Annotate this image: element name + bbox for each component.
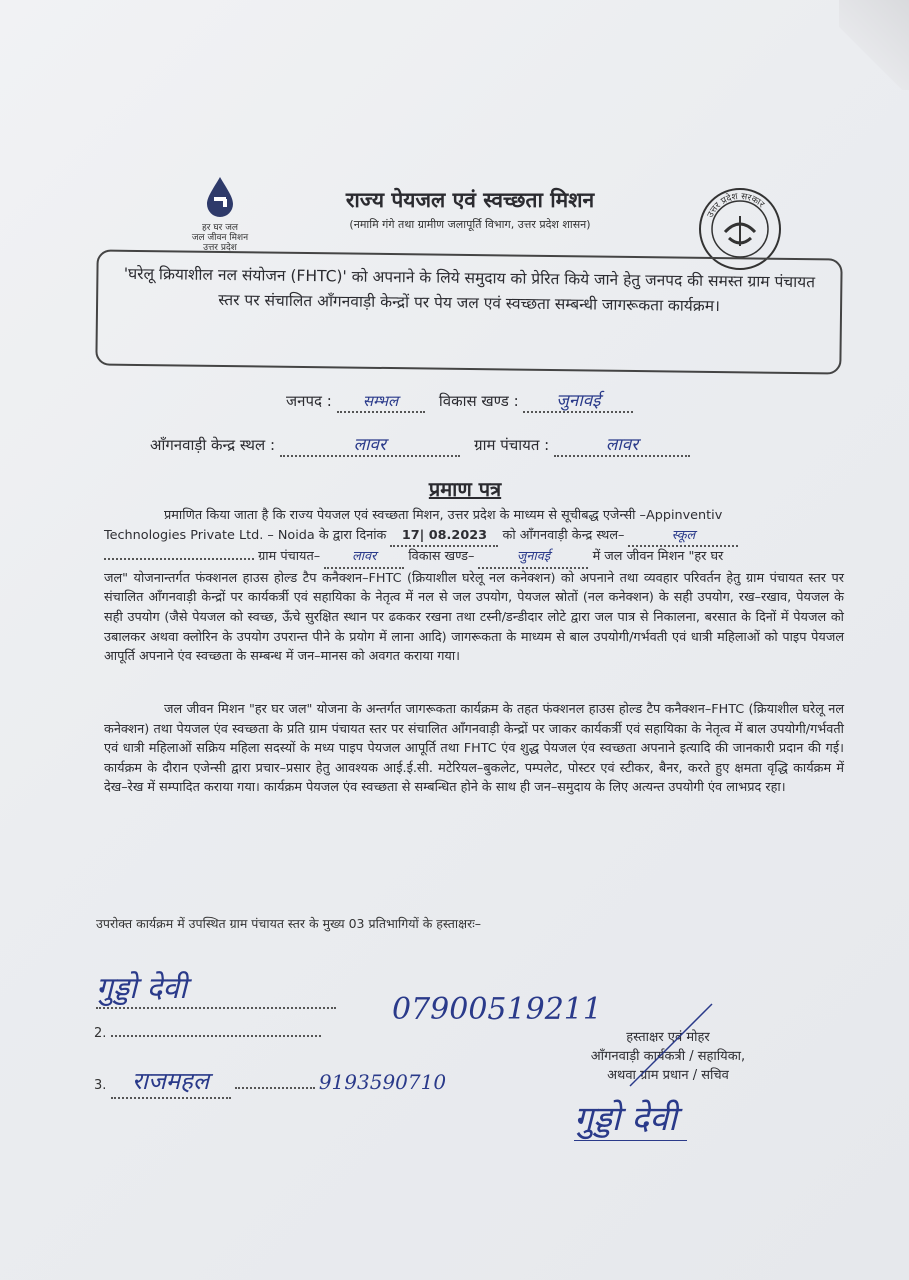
place-value: स्कूल <box>628 526 738 548</box>
program-banner <box>95 249 842 374</box>
gram-panchayat-value: लावर <box>554 432 690 457</box>
water-drop-icon <box>203 175 237 219</box>
har-ghar-jal-logo <box>175 175 265 255</box>
signatures-intro: उपरोक्त कार्यक्रम में उपस्थित ग्राम पंचायत स्तर के मुख्य 03 प्रतिभागियों के हस्ताक्षरः– <box>96 916 481 931</box>
signature-stroke-icon <box>620 1000 720 1090</box>
vikas-khand-value: जुनावई <box>523 388 633 413</box>
cert-line-2-a: Technologies Private Ltd. – Noida के द्वारा दिनांक <box>104 527 387 543</box>
stamp-line-3: अथवा ग्राम प्रधान / सचिव <box>607 1068 729 1083</box>
participant-1-signature: गुड्डो देवी <box>96 966 336 1009</box>
anganwadi-label: आँगनवाड़ी केन्द्र स्थल : <box>150 436 276 454</box>
page-subtitle: (नमामि गंगे तथा ग्रामीण जलापूर्ति विभाग, उत्तर प्रदेश शासन) <box>349 218 591 231</box>
cert-line-1: प्रमाणित किया जाता है कि राज्य पेयजल एवं स्वच्छता मिशन, उत्तर प्रदेश के माध्यम से सूचीबद्ध एजेन्सी –Appinventiv <box>164 508 723 523</box>
line3-gp-value: लावर <box>324 547 404 569</box>
official-signature: गुड्डो देवी <box>574 1094 687 1141</box>
signature-line-3 <box>94 1064 446 1099</box>
stamp-line-1: हस्ताक्षर एवं मोहर <box>626 1030 710 1045</box>
svg-text:उत्तर प्रदेश सरकार <box>706 191 766 219</box>
signature-line-2 <box>94 1026 321 1041</box>
logo-caption: हर घर जल जल जीवन मिशन उत्तर प्रदेश <box>191 223 249 253</box>
sig3-number: 3. <box>94 1078 107 1093</box>
page-fold-corner <box>839 0 909 90</box>
janpad-label: जनपद : <box>286 392 332 410</box>
participant-phone-3: 9193590710 <box>318 1070 447 1094</box>
cert-line-2-b: को आँगनवाड़ी केन्द्र स्थल– <box>502 527 625 543</box>
date-value: 17| 08.2023 <box>390 526 498 548</box>
anganwadi-value: लावर <box>280 432 460 457</box>
sig2-number: 2. <box>94 1026 107 1041</box>
certificate-heading: प्रमाण पत्र <box>428 477 502 501</box>
gram-panchayat-label: ग्राम पंचायत : <box>474 436 550 454</box>
line3-vk-value: जुनावई <box>478 547 588 569</box>
janpad-value: सम्भल <box>337 391 425 413</box>
header-title-block <box>300 186 640 232</box>
stamp-line-2: आँगनवाड़ी कार्यकत्री / सहायिका, <box>590 1049 746 1064</box>
participant-phone-1: 07900519211 <box>392 992 602 1027</box>
cert-line-3-c: में जल जीवन मिशन "हर घर <box>592 549 724 565</box>
certificate-paragraph-2: जल जीवन मिशन "हर घर जल" योजना के अन्तर्गत जागरूकता कार्यक्रम के तहत फंक्शनल हाउस होल्ड टैप कनैक्शन–FHTC (क्रियाशील घरेलू नल कनेक्शन) तथा पेयजल एंव स्वच्छता के प्रति ग्राम पंचायत स्तर पर संचालित आँगनवाड़ी केन्द्रों पर जाकर कार्यकर्त्री एवं सहायिका के नेतृत्व में बाल उपयोगी/गर्भवती एवं धात्री महिलाओं सक्रिय महिला सदस्यों के मध्य पाइप पेयजल आपूर्ति तथा FHTC एंव शुद्ध पेयजल एंव स्वच्छता अपनाने इत्यादि की जानकारी प्रदान की गई। कार्यक्रम के दौरान एजेन्सी द्वारा प्रचार–प्रसार हेतु आवश्यक आई.ई.सी. मटेरियल–बुकलेट, पम्पलेट, पोस्टर एवं स्टीकर, बैनर, करते हुए क्षमता वृद्धि कार्यक्रम में देख–रेख में सम्पादित कराया गया। कार्यक्रम पेयजल एंव स्वच्छता से सम्बन्धित होने के साथ ही जन–समुदाय के लिए अत्यन्त उपयोगी एंव लाभप्रद रहा। <box>104 702 844 796</box>
cert-line-3 <box>104 547 844 569</box>
banner-text: 'घरेलू क्रियाशील नल संयोजन (FHTC)' को अपनाने के लिये समुदाय को प्रेरित किये जाने हेतु जनपद की समस्त ग्राम पंचायत स्तर पर संचालित आँगनवाड़ी केन्द्रों पर पेय जल एवं स्वच्छता सम्बन्धी जागरूकता कार्यक्रम। <box>123 264 816 316</box>
vikas-khand-label: विकास खण्ड : <box>438 392 519 410</box>
janpad-row <box>286 388 633 413</box>
cert-line-3-b: विकास खण्ड– <box>408 549 475 565</box>
seal-text: उत्तर प्रदेश सरकार <box>705 191 766 220</box>
page-title: राज्य पेयजल एवं स्वच्छता मिशन <box>345 187 595 212</box>
cert-para-1-rest: जल" योजनान्तर्गत फंक्शनल हाउस होल्ड टैप कनैक्शन–FHTC (क्रियाशील घरेलू नल कनेक्शन) को अपनाने तथा व्यवहार परिवर्तन हेतु ग्राम पंचायत स्तर पर संचालित आँगनवाड़ी केन्द्रों पर कार्यकर्त्री एवं सहायिका के नेतृत्व में नल से जल उपयोग, पेयजल स्रोतों (नल कनेक्शन) के सही उपयोग, रख–रखाव, पेयजल के सही उपयोग (जैसे पेयजल को स्वच्छ, ऊँचे सुरक्षित स्थान पर ढककर रखना तथा टस्नी/डन्डीदार लोटे द्वारा जल पात्र से निकालना, बरसात के दिनों में पेयजल को उबालकर अथवा क्लोरिन के उपयोग उपरान्त पीने के प्रयोग में लाना आदि) जागरूकता के माध्यम से बाल उपयोगी/गर्भवती एवं धात्री महिलाओं को पाइप पेयजल आपूर्ति अपनाने एंव स्वच्छता के सम्बन्ध में जन–मानस को अवगत कराया गया। <box>104 570 844 665</box>
anganwadi-row <box>150 432 690 457</box>
signature-line-1 <box>96 966 346 1009</box>
cert-line-3-a: ग्राम पंचायत– <box>258 549 321 565</box>
participant-3-signature: राजमहल <box>111 1064 231 1099</box>
cert-line-2 <box>104 526 844 548</box>
certificate-paragraph-1 <box>104 506 844 667</box>
